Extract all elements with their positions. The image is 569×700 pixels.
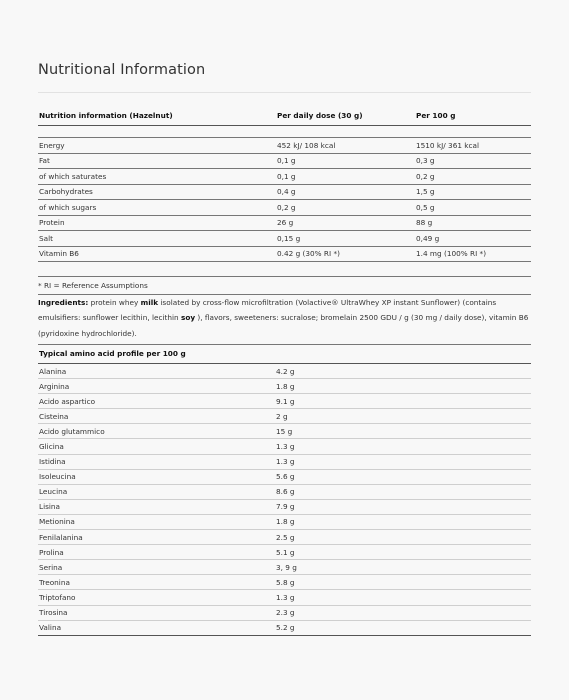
allergen-milk: milk xyxy=(140,297,159,307)
amino-acid-value: 5.6 g xyxy=(275,469,531,484)
amino-acid-name: Alanina xyxy=(38,364,275,379)
nutrition-row xyxy=(38,215,531,231)
amino-acid-value: 3, 9 g xyxy=(275,560,531,575)
amino-acid-name: Metionina xyxy=(38,514,275,529)
amino-acid-value: 1.3 g xyxy=(275,439,531,454)
nutrient-100g-value: 0,3 g xyxy=(416,156,435,166)
nutrient-daily-value: 0.42 g (30% RI *) xyxy=(277,249,340,259)
nutrient-daily-value: 0,4 g xyxy=(277,187,296,197)
nutrition-row xyxy=(38,138,531,154)
amino-row xyxy=(38,605,531,620)
amino-acid-name: Valina xyxy=(38,620,275,635)
nutrient-name: Fat xyxy=(39,156,50,166)
amino-acid-value: 1.3 g xyxy=(275,454,531,469)
nutrient-name: Carbohydrates xyxy=(39,187,93,197)
amino-row xyxy=(38,484,531,499)
amino-table xyxy=(38,364,531,636)
amino-acid-value: 2 g xyxy=(275,409,531,424)
amino-acid-value: 8.6 g xyxy=(275,484,531,499)
nutrient-daily-value: 0,1 g xyxy=(277,171,296,181)
nutrient-100g-value: 0,49 g xyxy=(416,233,440,243)
nutrition-row xyxy=(38,200,531,216)
amino-acid-value: 7.9 g xyxy=(275,499,531,514)
nutrition-header-daily: Per daily dose (30 g) xyxy=(277,110,363,120)
amino-acid-name: Tirosina xyxy=(38,605,275,620)
amino-acid-value: 5.1 g xyxy=(275,545,531,560)
amino-row xyxy=(38,575,531,590)
amino-row xyxy=(38,394,531,409)
nutrition-row xyxy=(38,246,531,262)
amino-row xyxy=(38,409,531,424)
amino-acid-value: 4.2 g xyxy=(275,364,531,379)
amino-acid-name: Glicina xyxy=(38,439,275,454)
amino-acid-name: Cisteina xyxy=(38,409,275,424)
amino-acid-value: 9.1 g xyxy=(275,394,531,409)
nutrient-100g-value: 1510 kJ/ 361 kcal xyxy=(416,140,480,150)
amino-acid-value: 2.3 g xyxy=(275,605,531,620)
amino-acid-name: Acido aspartico xyxy=(38,394,275,409)
amino-acid-name: Acido glutammico xyxy=(38,424,275,439)
nutrient-name: Salt xyxy=(39,233,53,243)
nutrition-header-100g: Per 100 g xyxy=(416,110,456,120)
amino-acid-name: Fenilalanina xyxy=(38,530,275,545)
nutrient-name: Protein xyxy=(39,218,65,228)
nutrient-100g-value: 0,2 g xyxy=(416,171,435,181)
amino-row xyxy=(38,590,531,605)
amino-acid-value: 2.5 g xyxy=(275,530,531,545)
amino-row xyxy=(38,530,531,545)
amino-acid-value: 5.2 g xyxy=(275,620,531,635)
amino-acid-name: Isoleucina xyxy=(38,469,275,484)
amino-acid-name: Triptofano xyxy=(38,590,275,605)
nutrient-100g-value: 0,5 g xyxy=(416,202,435,212)
ingredients-part: isolated by cross-flow microfiltration (Volactive® UltraWhey XP instant Sunflower) (contains emulsifiers: sunflower lecithin, lecithin xyxy=(38,297,497,322)
amino-row xyxy=(38,439,531,454)
nutrition-header-row xyxy=(38,105,531,126)
nutrition-row xyxy=(38,184,531,200)
ingredients-label: Ingredients: xyxy=(38,297,89,307)
ingredients-text xyxy=(38,294,531,342)
ingredients-part: ), flavors, sweeteners: sucralose; bromelain 2500 GDU / g (30 mg / daily dose), vitamin B6 (pyridoxine hydrochloride). xyxy=(38,313,529,338)
amino-acid-value: 1.8 g xyxy=(275,379,531,394)
nutrient-daily-value: 26 g xyxy=(277,218,294,228)
nutrient-name: of which sugars xyxy=(39,202,97,212)
amino-row xyxy=(38,620,531,635)
nutrient-daily-value: 452 kJ/ 108 kcal xyxy=(277,140,336,150)
nutrient-name: Energy xyxy=(39,140,65,150)
amino-acid-name: Leucina xyxy=(38,484,275,499)
amino-row xyxy=(38,514,531,529)
nutrition-header-name: Nutrition information (Hazelnut) xyxy=(39,110,173,120)
amino-acid-value: 1.8 g xyxy=(275,514,531,529)
ri-note: * RI = Reference Assumptions xyxy=(38,281,148,290)
nutrition-row xyxy=(38,153,531,169)
amino-acid-name: Treonina xyxy=(38,575,275,590)
nutrition-row xyxy=(38,169,531,185)
amino-row xyxy=(38,469,531,484)
amino-acid-value: 15 g xyxy=(275,424,531,439)
nutrient-daily-value: 0,1 g xyxy=(277,156,296,166)
amino-acid-value: 5.8 g xyxy=(275,575,531,590)
title-divider xyxy=(38,92,531,93)
amino-row xyxy=(38,364,531,379)
amino-acid-name: Serina xyxy=(38,560,275,575)
amino-row xyxy=(38,560,531,575)
nutrition-row xyxy=(38,231,531,247)
nutrition-table xyxy=(38,105,531,262)
nutrient-name: of which saturates xyxy=(39,171,107,181)
amino-row xyxy=(38,424,531,439)
nutrient-100g-value: 1.4 mg (100% RI *) xyxy=(416,249,487,259)
nutrition-spacer xyxy=(38,126,531,138)
page-title: Nutritional Information xyxy=(38,62,206,78)
nutrient-daily-value: 0,15 g xyxy=(277,233,301,243)
nutrient-daily-value: 0,2 g xyxy=(277,202,296,212)
amino-acid-value: 1.3 g xyxy=(275,590,531,605)
allergen-soy: soy xyxy=(180,313,196,322)
amino-row xyxy=(38,454,531,469)
amino-acid-name: Lisina xyxy=(38,499,275,514)
amino-row xyxy=(38,499,531,514)
ingredients-part: protein whey xyxy=(88,297,141,307)
amino-acid-name: Arginina xyxy=(38,379,275,394)
nutrient-100g-value: 1,5 g xyxy=(416,187,435,197)
notes-section xyxy=(38,276,531,341)
nutrient-name: Vitamin B6 xyxy=(39,249,79,259)
amino-row xyxy=(38,379,531,394)
amino-acid-name: Prolina xyxy=(38,545,275,560)
amino-section xyxy=(38,344,531,636)
amino-header: Typical amino acid profile per 100 g xyxy=(38,345,531,364)
nutrient-100g-value: 88 g xyxy=(416,218,433,228)
amino-acid-name: Istidina xyxy=(38,454,275,469)
amino-row xyxy=(38,545,531,560)
